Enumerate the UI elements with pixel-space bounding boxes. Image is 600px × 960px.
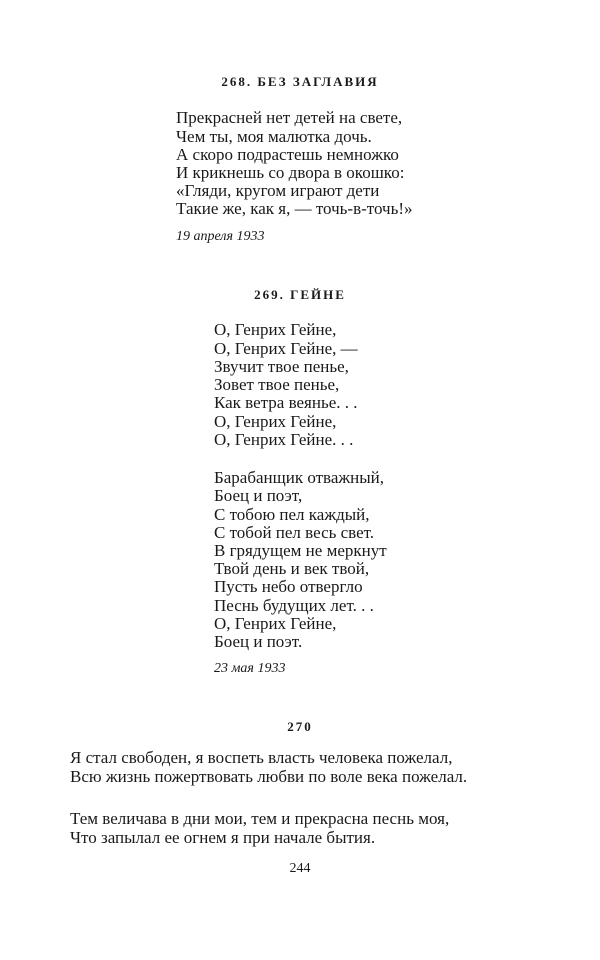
- poem-270-line: Всю жизнь пожертвовать любви по воле века пожелал.: [70, 767, 468, 786]
- poem-269-line: Как ветра веянье. . .: [214, 393, 358, 412]
- poem-268-line: Прекрасней нет детей на свете,: [176, 108, 403, 127]
- poem-269-line: Песнь будущих лет. . .: [214, 596, 374, 615]
- poem-268-line: А скоро подрастешь немножко: [176, 145, 399, 164]
- poem-269-line: Пусть небо отвергло: [214, 577, 363, 596]
- poem-269-line: О, Генрих Гейне, —: [214, 339, 358, 358]
- poem-269-title: 269. ГЕЙНЕ: [254, 287, 346, 302]
- poem-268-title: 268. БЕЗ ЗАГЛАВИЯ: [221, 74, 379, 89]
- poem-268-date: 19 апреля 1933: [176, 229, 265, 244]
- poem-269-line: В грядущем не меркнут: [214, 541, 387, 560]
- poem-270-line: Я стал свободен, я воспеть власть человека пожелал,: [70, 748, 453, 767]
- poem-269-line: О, Генрих Гейне,: [214, 614, 337, 633]
- poem-269-line: Боец и поэт.: [214, 632, 303, 651]
- poem-270-line: Тем величава в дни мои, тем и прекрасна песнь моя,: [70, 809, 450, 828]
- poem-269-line: Зовет твое пенье,: [214, 375, 340, 394]
- poem-268-line: Такие же, как я, — точь-в-точь!»: [176, 199, 413, 218]
- poem-268-line: «Гляди, кругом играют дети: [176, 181, 380, 200]
- poem-269-line: С тобою пел каждый,: [214, 505, 370, 524]
- poem-269-date: 23 мая 1933: [214, 661, 286, 676]
- poem-269-line: С тобой пел весь свет.: [214, 523, 375, 542]
- poem-270-title: 270: [287, 719, 313, 734]
- poem-269-line: О, Генрих Гейне,: [214, 412, 337, 431]
- poem-269-line: О, Генрих Гейне,: [214, 320, 337, 339]
- page-number: 244: [289, 861, 311, 876]
- poem-269-line: Боец и поэт,: [214, 486, 303, 505]
- poem-269-line: Звучит твое пенье,: [214, 357, 349, 376]
- poem-269-line: Барабанщик отважный,: [214, 468, 385, 487]
- poem-269-line: Твой день и век твой,: [214, 559, 370, 578]
- poem-269-line: О, Генрих Гейне. . .: [214, 430, 354, 449]
- poem-268-line: И крикнешь со двора в окошко:: [176, 163, 405, 182]
- poem-270-line: Что запылал ее огнем я при начале бытия.: [70, 828, 376, 847]
- poem-268-line: Чем ты, моя малютка дочь.: [176, 127, 372, 146]
